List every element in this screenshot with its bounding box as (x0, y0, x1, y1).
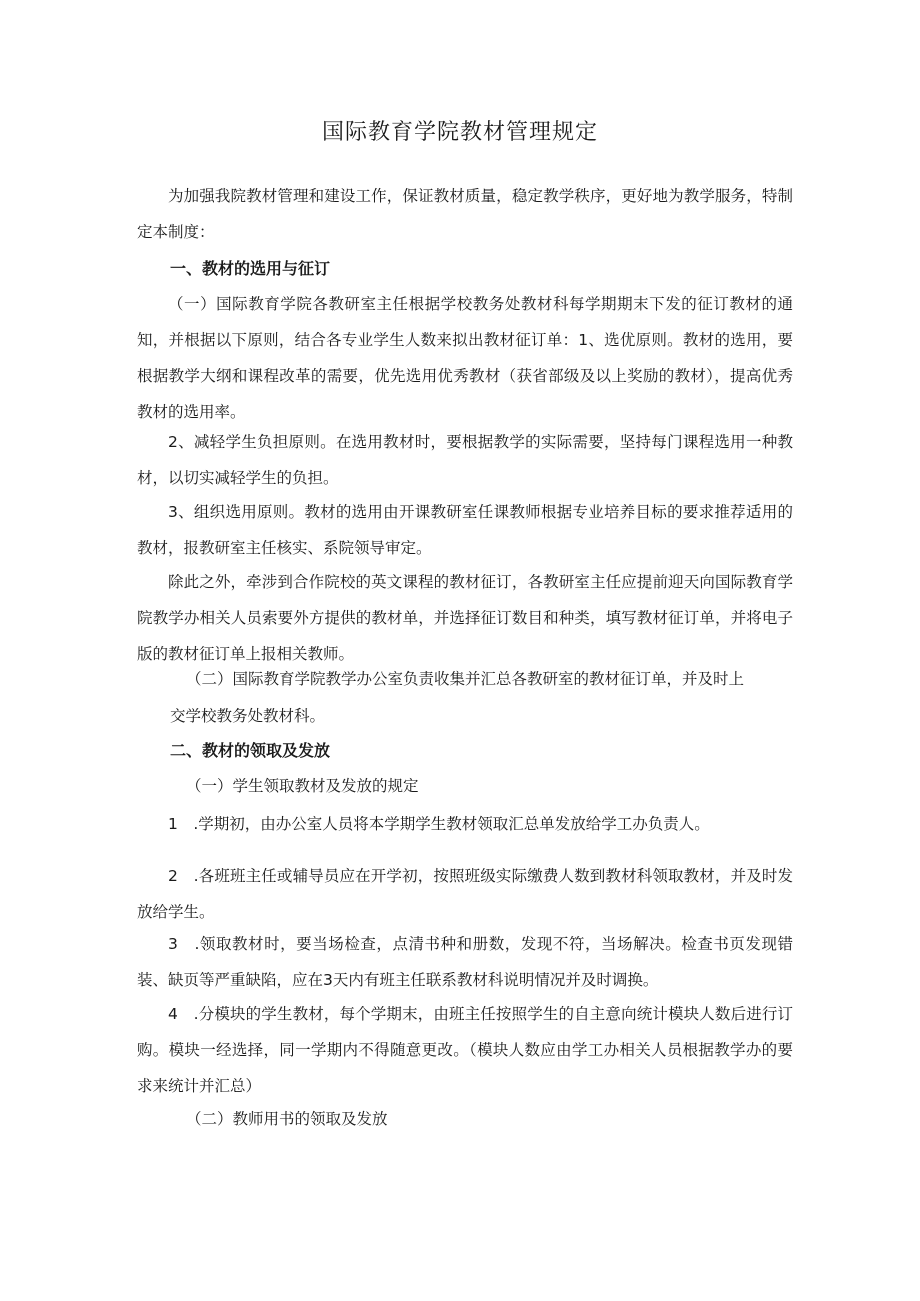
section-2-item-1: 1 .学期初，由办公室人员将本学期学生教材领取汇总单发放给学工办负责人。 (168, 815, 710, 833)
section-2-item-3: 3 .领取教材时，要当场检查，点清书种和册数，发现不符，当场解决。检查书页发现错装、缺页等严重缺陷，应在3天内有班主任联系教材科说明情况并及时调换。 (137, 935, 793, 989)
document-title: 国际教育学院教材管理规定 (321, 120, 598, 145)
section-1-paragraph-4: 除此之外，牵涉到合作院校的英文课程的教材征订，各教研室主任应提前迎天向国际教育学院教学办相关人员索要外方提供的教材单，并选择征订数目和种类，填写教材征订单，并将电子版的教材征订单上报相关教师。 (137, 573, 793, 663)
section-1-paragraph-2: 2、减轻学生负担原则。在选用教材时，要根据教学的实际需要，坚持每门课程选用一种教材，以切实减轻学生的负担。 (137, 433, 793, 487)
section-2-subheading-2: （二）教师用书的领取及发放 (186, 1110, 388, 1128)
section-1-paragraph-5-line-1: （二）国际教育学院教学办公室负责收集并汇总各教研室的教材征订单，并及时上 (186, 670, 745, 688)
section-2-item-4: 4 .分模块的学生教材，每个学期末，由班主任按照学生的自主意向统计模块人数后进行订购。模块一经选择，同一学期内不得随意更改。（模块人数应由学工办相关人员根据教学办的要求来统计并汇总） (137, 1005, 793, 1095)
intro-paragraph: 为加强我院教材管理和建设工作，保证教材质量，稳定教学秩序，更好地为教学服务，特制定本制度： (137, 187, 793, 241)
section-1-heading: 一、教材的选用与征订 (170, 259, 331, 278)
section-1-paragraph-3: 3、组织选用原则。教材的选用由开课教研室任课教师根据专业培养目标的要求推荐适用的教材，报教研室主任核实、系院领导审定。 (137, 503, 793, 557)
section-2-item-2: 2 .各班班主任或辅导员应在开学初，按照班级实际缴费人数到教材科领取教材，并及时发放给学生。 (137, 867, 793, 921)
section-1-paragraph-1: （一）国际教育学院各教研室主任根据学校教务处教材科每学期期末下发的征订教材的通知，并根据以下原则，结合各专业学生人数来拟出教材征订单：1、选优原则。教材的选用，要根据教学大纲和课程改革的需要，优先选用优秀教材（获省部级及以上奖励的教材），提高优秀教材的选用率。 (137, 295, 793, 421)
section-1-paragraph-5-line-2: 交学校教务处教材科。 (170, 707, 326, 725)
section-2-heading: 二、教材的领取及发放 (170, 741, 331, 760)
section-2-subheading-1: （一）学生领取教材及发放的规定 (186, 777, 419, 795)
